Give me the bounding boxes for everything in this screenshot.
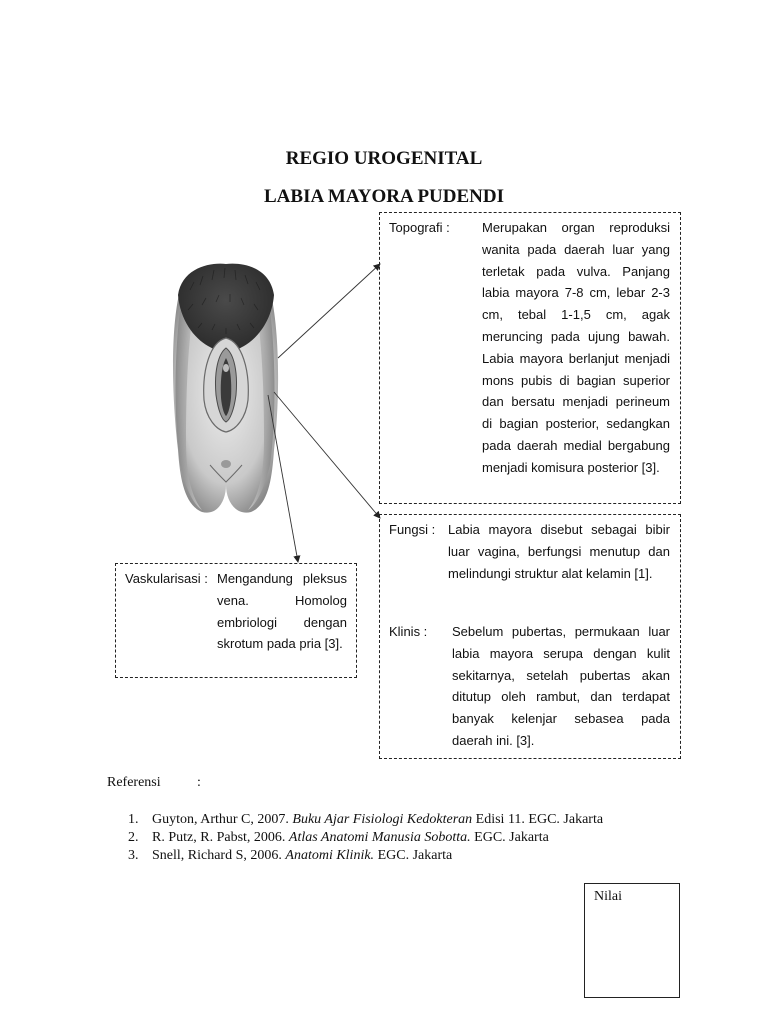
reference-author: R. Putz, R. Pabst, 2006. — [152, 830, 289, 845]
vaskularisasi-label: Vaskularisasi : — [125, 571, 208, 586]
reference-title: Atlas Anatomi Manusia Sobotta. — [288, 830, 471, 845]
referensi-label: Referensi — [107, 775, 161, 790]
referensi-heading — [107, 775, 201, 791]
reference-list — [128, 811, 603, 865]
reference-publisher: EGC. Jakarta — [470, 830, 549, 845]
reference-publisher: EGC. Jakarta — [374, 848, 453, 863]
topografi-text: Merupakan organ reproduksi wanita pada daerah luar yang terletak pada vulva. Panjang labia mayora 7-8 cm, lebar 2-3 cm, tebal 1-1,5 cm, agak meruncing pada ujung bawah. Labia mayora berlanjut menjadi mons pubis di bagian superior dan bersatu menjadi perineum di bagian posterior, sedangkan pada daerah medial bergabung menjadi komisura posterior [3]. — [482, 220, 670, 475]
reference-number: 3. — [128, 848, 139, 863]
reference-author: Guyton, Arthur C, 2007. — [152, 812, 293, 827]
referensi-colon: : — [197, 775, 201, 790]
anatomy-illustration — [140, 250, 310, 525]
klinis-text: Sebelum pubertas, permukaan luar labia mayora serupa dengan kulit sekitarnya, setelah pubertas akan ditutup oleh rambut, dan terdapat banyak kelenjar sebasea pada daerah ini. [3]. — [452, 624, 670, 748]
reference-author: Snell, Richard S, 2006. — [152, 848, 286, 863]
reference-title: Anatomi Klinik. — [285, 848, 375, 863]
page-title: REGIO UROGENITAL — [285, 148, 483, 169]
fungsi-klinis-box — [379, 514, 681, 759]
vaskularisasi-text: Mengandung pleksus vena. Homolog embriologi dengan skrotum pada pria [3]. — [217, 571, 347, 652]
vaskularisasi-box — [115, 563, 357, 678]
fungsi-text — [448, 519, 670, 584]
fungsi-label: Fungsi : — [389, 522, 436, 537]
klinis-label: Klinis : — [389, 624, 428, 639]
topografi-label: Topografi : — [389, 220, 450, 235]
fungsi-text-content: Labia mayora disebut sebagai bibir luar vagina, berfungsi menutup dan melindungi struktur alat kelamin [1]. — [448, 522, 670, 581]
reference-number: 1. — [128, 812, 139, 827]
list-item — [128, 847, 603, 865]
list-item — [128, 829, 603, 847]
page-subtitle: LABIA MAYORA PUDENDI — [264, 186, 504, 207]
list-item — [128, 811, 603, 829]
reference-title: Buku Ajar Fisiologi Kedokteran — [292, 812, 473, 827]
nilai-box — [584, 883, 680, 998]
reference-publisher: Edisi 11. EGC. Jakarta — [472, 812, 604, 827]
reference-number: 2. — [128, 830, 139, 845]
nilai-label: Nilai — [594, 889, 622, 904]
topografi-box — [379, 212, 681, 504]
